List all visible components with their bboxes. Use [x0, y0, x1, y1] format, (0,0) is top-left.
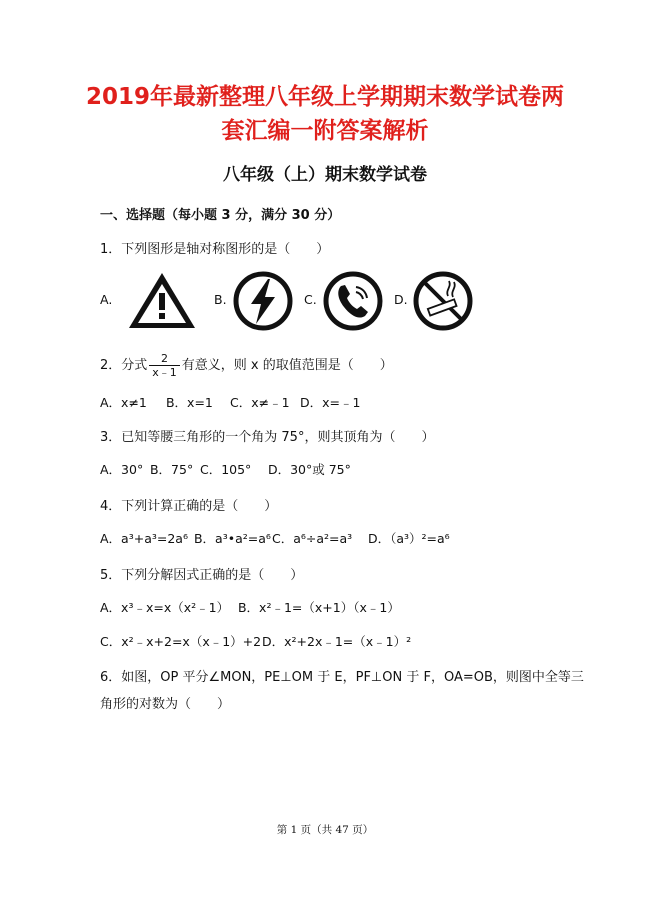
question-5-options-row1	[100, 598, 400, 616]
warning-triangle-icon	[126, 270, 198, 332]
main-title-line1: 2019年最新整理八年级上学期期末数学试卷两	[85, 84, 564, 110]
q3-option-b: B．75°	[149, 462, 194, 477]
option-d-label: D.	[394, 292, 408, 307]
q3-option-d: D．30°或 75°	[267, 462, 351, 477]
exam-subtitle: 八年级（上）期末数学试卷	[223, 165, 427, 185]
q2-option-b: B．x=1	[165, 395, 213, 410]
q5-option-b: B．x²﹣1=（x+1）（x﹣1）	[237, 600, 400, 615]
question-4-options	[100, 529, 450, 547]
q4-option-c: C．a⁶÷a²=a³	[271, 531, 353, 546]
q4-option-a: A．a³+a³=2a⁶	[100, 531, 188, 546]
no-smoking-circle-icon	[412, 270, 474, 332]
q2-option-a: A．x≠1	[100, 395, 147, 410]
question-4-text: 4．下列计算正确的是（ ）	[100, 499, 278, 514]
option-c-label: C.	[304, 292, 317, 307]
question-3-options	[100, 460, 351, 478]
option-b-label: B.	[214, 292, 227, 307]
telephone-circle-icon	[322, 270, 384, 332]
q4-option-b: B．a³•a²=a⁶	[193, 531, 271, 546]
question-1-figures	[100, 268, 500, 334]
fraction	[149, 352, 180, 379]
question-6-text-line1: 6．如图，OP 平分∠MON，PE⊥OM 于 E，PF⊥ON 于 F，OA=OB，则图中全等三	[100, 670, 584, 685]
question-2-text	[100, 352, 393, 379]
section-heading-multiple-choice: 一、选择题（每小题 3 分，满分 30 分）	[100, 208, 341, 223]
question-1-text: 1．下列图形是轴对称图形的是（ ）	[100, 242, 330, 257]
question-2-options	[100, 393, 360, 411]
fraction-numerator: 2	[161, 352, 169, 365]
q2-option-d: D．x=﹣1	[299, 395, 361, 410]
question-2-prefix: 2．分式	[100, 358, 148, 373]
question-3-text: 3．已知等腰三角形的一个角为 75°，则其顶角为（ ）	[100, 430, 435, 445]
option-a-label: A.	[100, 292, 113, 307]
q3-option-c: C．105°	[199, 462, 252, 477]
q5-option-c: C．x²﹣x+2=x（x﹣1）+2	[100, 634, 262, 649]
fraction-denominator: x﹣1	[149, 365, 180, 379]
q2-option-c: C．x≠﹣1	[229, 395, 290, 410]
page-footer: 第 1 页（共 47 页）	[276, 824, 374, 836]
q5-option-d: D．x²+2x﹣1=（x﹣1）²	[261, 634, 412, 649]
question-5-options-row2	[100, 632, 411, 650]
q4-option-d: D．（a³）²=a⁶	[367, 531, 450, 546]
q5-option-a: A．x³﹣x=x（x²﹣1）	[100, 600, 230, 615]
question-6-text-line2: 角形的对数为（ ）	[100, 697, 231, 712]
main-title-line2: 套汇编一附答案解析	[221, 118, 429, 144]
question-2-suffix: 有意义，则 x 的取值范围是（ ）	[181, 358, 393, 373]
q3-option-a: A．30°	[100, 462, 144, 477]
question-5-text: 5．下列分解因式正确的是（ ）	[100, 568, 304, 583]
lightning-circle-icon	[232, 270, 294, 332]
